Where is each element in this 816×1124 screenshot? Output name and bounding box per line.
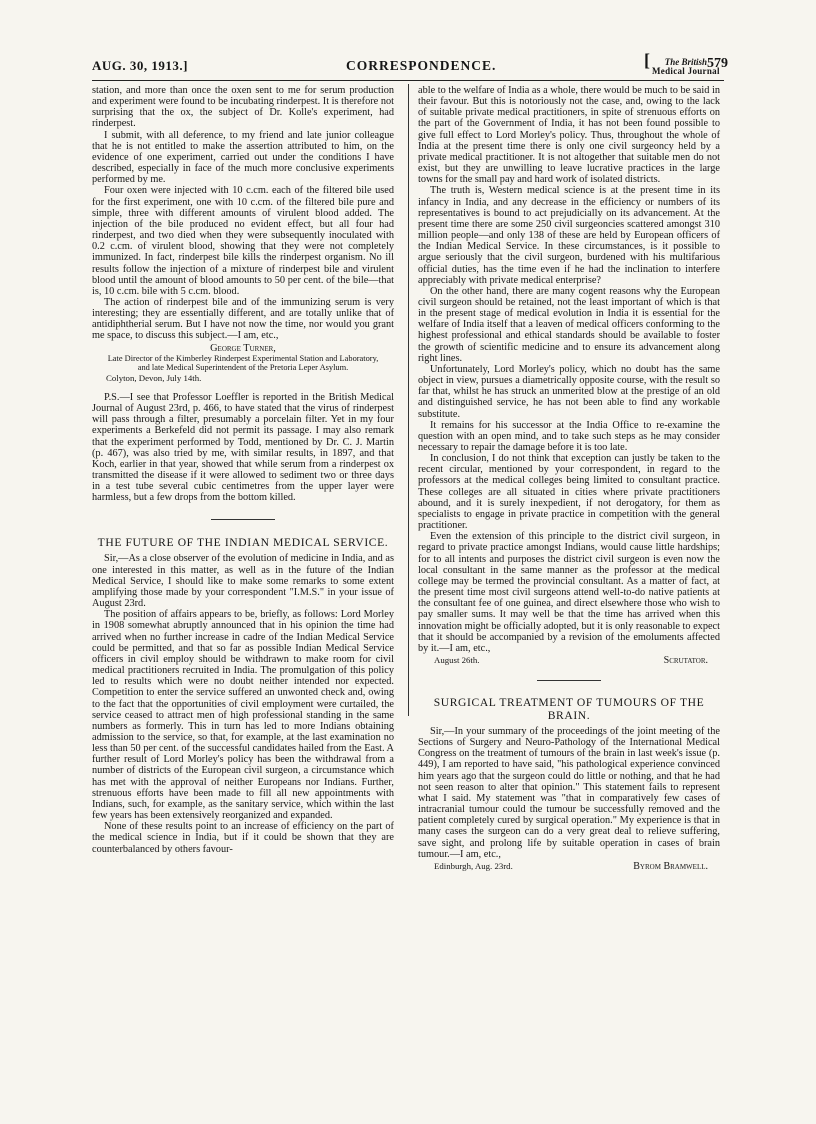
journal-name-line2: Medical Journal	[652, 66, 720, 76]
paragraph: Even the extension of this principle to the district civil surgeon, in regard to private practice amongst Indians, would cause little hardships; for to all intents and purposes the district civil surgeon is even now the local consultant in the same manner as the professor at the medical college may be termed the provincial consultant. As a matter of fact, at the present time most civil surgeons attend well-to-do native patients at the consultant fee of one guinea, and direct elsewhere those who wish to pay smaller sums. It may well be that the time has arrived when this innovation might be officially adopted, but it is only reasonable to expect that it should be accompanied by a revision of the emoluments affected by it.—I am, etc.,	[418, 531, 720, 654]
author-signature: George Turner,	[210, 342, 276, 354]
issue-date: AUG. 30, 1913.]	[92, 58, 188, 73]
header-bracket: [	[644, 50, 650, 70]
paragraph: On the other hand, there are many cogent reasons why the European civil surgeon should be retained, not the least important of which is that in the present stage of medical evolution in India it is essential for the welfare of India itself that a leaven of medical officers conforming to the highest professional and ethical standards should be available to foster the growth of scientific medicine and to ensure its advancement along right lines.	[418, 285, 720, 364]
paragraph: The truth is, Western medical science is at the present time in its infancy in India, and any decrease in the efficiency or numbers of its representatives is bound to act prejudicially on its advancement. At the present time there are some 250 civil surgeoncies scattered amongst 310 million people—and only 138 of these are held by European officers of the Indian Medical Service. In these circumstances, is it possible to argue seriously that the civil surgeon, burdened with his multifarious official duties, has the time even if he had the inclination to interfere appreciably with private medical enterprise?	[418, 185, 720, 286]
paragraph: Four oxen were injected with 10 c.cm. each of the filtered bile used for the first experiment, one with 10 c.cm. of the filtered bile pure and simple, three with different amounts of virulent blood added. The injection of the bile produced no evident effect, but all four had rinderpest, and two died when they were subsequently inoculated with 0.2 c.cm. of virulent blood, showing that they were not completely immunized. In fact, rinderpest bile kills the rinderpest organism. No ill results follow the injection of a mixture of rinderpest bile and virulent blood until the amount of blood amounts to 50 per cent. of the bile—that is, 10 c.cm. bile with 5 c.cm. blood.	[92, 185, 394, 297]
section-separator	[211, 519, 275, 520]
postscript: P.S.—I see that Professor Loeffler is reported in the British Medical Journal of August 23rd, p. 466, to have stated that the virus of rinderpest will pass through a filter, presumably a porcelain filter. Yet in my four experiments a Berkefeld did not permit its passage. I may also remark that the experiment performed by Todd, mentioned by Dr. C. J. Martin (p. 467), was also tried by me, with similar results, in 1897, and that Koch, earlier in that year, showed that while serum from a rinderpest ox transmitted the disease if it were allowed to sediment two or three days in a test tube several cubic centimetres from the upper layer were harmless, but a few drops from the bottom killed.	[92, 391, 394, 504]
continued-paragraph: station, and more than once the oxen sent to me for serum production and experiment were found to be incubating rinderpest. It is therefore not surprising that the ox, the subject of Dr. Kolle's experiment, had rinderpest.	[92, 85, 394, 130]
paragraph: Unfortunately, Lord Morley's policy, which no doubt has the same object in view, pursues a diametrically opposite course, with the result so far that, whilst he has struck an unmerited blow at the prestige of an old and distinguished service, he has not been able to find any workable substitute.	[418, 363, 720, 420]
author-signature: Byrom Bramwell.	[633, 860, 708, 872]
paragraph: The action of rinderpest bile and of the immunizing serum is very interesting; they are essentially different, and are totally unlike that of antidiphtherial serum. But I have not now the time, nor would you grant me space, to discuss this subject.—I am, etc.,	[92, 296, 394, 342]
header-rule	[92, 80, 724, 81]
letter-place-date: Edinburgh, Aug. 23rd.	[434, 860, 513, 871]
paragraph: I submit, with all deference, to my friend and late junior colleague that he is not entitled to make the assertion attributed to him, on the evidence of one experiment, carried out under the conditions I have described, especially in face of the much more conclusive experiments performed by me.	[92, 129, 394, 186]
paragraph: In conclusion, I do not think that exception can justly be taken to the recent circular, mentioned by your correspondent, in regard to the professors at the medical colleges being limited to consultant practice. These colleges are all situated in cities where private practitioners abound, and it is surely inexpedient, if not derogatory, for them as specialists to engage in private practice in competition with the general practitioner.	[418, 453, 720, 532]
paragraph: None of these results point to an increase of efficiency on the part of the medical science in India, but if it could be shown that they are counterbalanced by others favour-	[92, 821, 394, 855]
column-divider	[408, 84, 409, 716]
letter-date: August 26th.	[434, 654, 480, 665]
paragraph: Sir,—In your summary of the proceedings of the joint meeting of the Sections of Surgery and Neuro-Pathology of the International Medical Congress on the treatment of tumours of the brain in last week's issue (p. 449), I am reported to have said, "his pathological experience convinced him years ago that the surgeon could do little or nothing, and that he had not seen reason to alter that opinion." This statement fails to represent what I said. My statement was "that in comparatively few cases of intracranial tumour could the tumour be successfully removed and the patient completely cured by surgical operation." My experience is that in many cases the surgeon can do a very great deal to relieve suffering, save sight, and prolong life by suitable operation in cases of brain tumour.—I am, etc.,	[418, 725, 720, 860]
article-heading: THE FUTURE OF THE INDIAN MEDICAL SERVICE.	[97, 536, 389, 550]
journal-name-line1: The British	[664, 57, 707, 67]
signoff-line	[418, 655, 720, 667]
author-signature: Scrutator.	[663, 654, 708, 666]
running-title: CORRESPONDENCE.	[346, 58, 497, 73]
article-heading: SURGICAL TREATMENT OF TUMOURS OF THE BRAIN.	[433, 695, 705, 722]
continued-paragraph: able to the welfare of India as a whole, there would be much to be said in their favour. But this is notoriously not the case, and, owing to the lack of suitable private medical practitioners, in spite of strenuous efforts on the part of the Government of India, it has not been found possible to give full effect to Lord Morley's policy. Thus, throughout the whole of India at the present time there is only one civil surgeoncy held by a private medical practitioner. It is not altogether that suitable men do not exist, but they are unwilling to leave lucrative practices in the large towns for the small pay and hard work of isolated districts.	[418, 85, 720, 186]
letter-place-date: Colyton, Devon, July 14th.	[106, 372, 202, 383]
author-affiliation: Late Director of the Kimberley Rinderpest Experimental Station and Laboratory, and late Medical Superintendent of the Pretoria Leper Asylum.	[107, 353, 379, 373]
left-column	[92, 85, 394, 855]
page-number: 579	[707, 56, 728, 71]
paragraph: The position of affairs appears to be, briefly, as follows: Lord Morley in 1908 somewhat abruptly announced that in his opinion the time had arrived when no further increase in cadre of the Indian Medical Service could be permitted, and that so far as possible Indian Medical Service officers in civil employ should be withdrawn to make room for civil medical practitioners recruited in India. The promulgation of this policy led to results which were no doubt neither intended nor expected. Competition to enter the service suffered an unwonted check and, owing to the fact that the opportunities of civil employment were curtailed, the service ceased to attract men of high professional standing in the same numbers as formerly. This in turn has led to more Indians obtaining admission to the service, so that, for example, at the last examination no less than 50 per cent. of the successful candidates hailed from the East. A further result of Lord Morley's policy has been the withdrawal from a number of districts of the European civil surgeon, a circumstance which has met with the approval of neither Europeans nor Indians. Further, strenuous efforts have been made to fill all new appointments with Indians, such, for example, as the sanitary service, which within the last few years has been extensively reorganized and expanded.	[92, 609, 394, 822]
paragraph: Sir,—As a close observer of the evolution of medicine in India, and as one interested in this matter, as well as in the future of the Indian Medical Service, I should like to make some remarks to some extent amplifying those made by your correspondent "I.M.S." in your issue of August 23rd.	[92, 553, 394, 610]
section-separator	[537, 680, 601, 681]
signoff-line	[418, 861, 720, 873]
paragraph: It remains for his successor at the India Office to re-examine the question with an open mind, and to take such steps as he may consider necessary to repair the damage before it is too late.	[418, 419, 720, 453]
right-column	[418, 85, 720, 873]
